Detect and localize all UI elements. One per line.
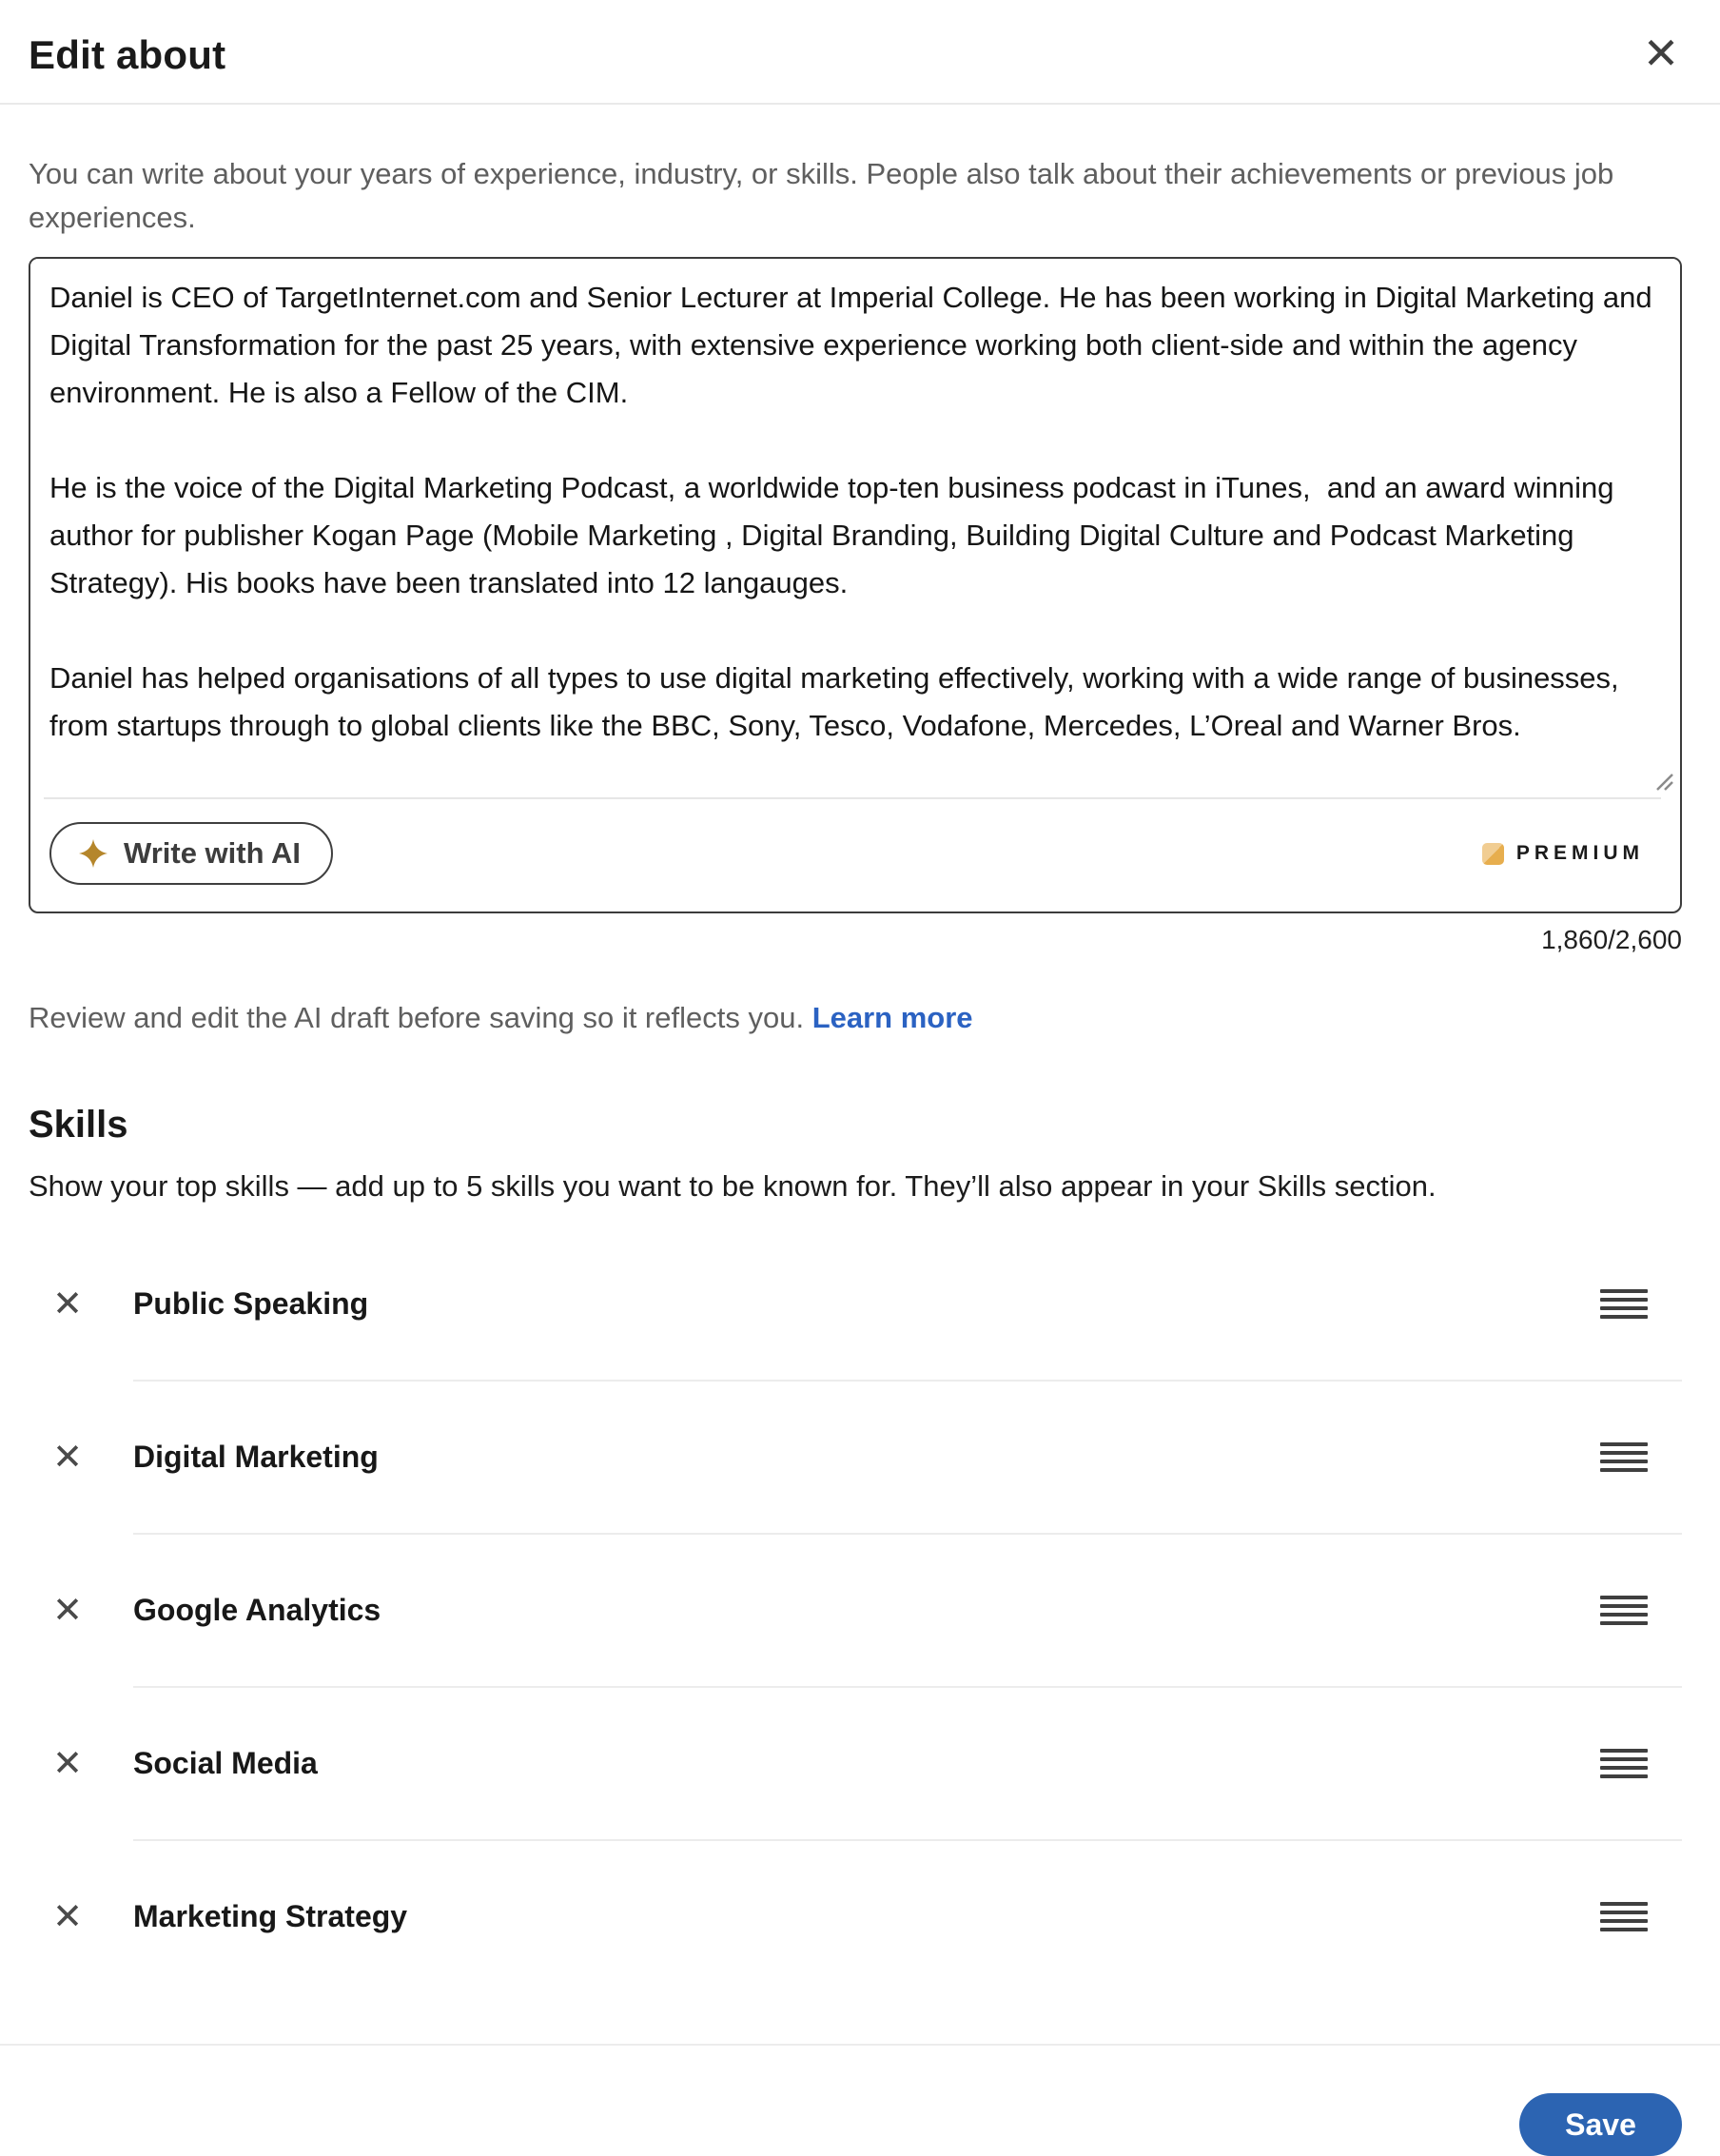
drag-handle-icon[interactable] [1600, 1596, 1648, 1625]
modal-header [0, 0, 1720, 105]
skill-row-social-media [29, 1688, 1682, 1839]
about-textarea-wrap [30, 259, 1680, 797]
close-icon[interactable]: ✕ [1631, 23, 1691, 84]
char-count: 1,860/2,600 [1541, 925, 1682, 954]
write-with-ai-button[interactable] [49, 822, 333, 885]
resize-handle-icon[interactable] [1650, 767, 1674, 792]
modal-body [0, 105, 1720, 2044]
about-intro-text: You can write about your years of experience, industry, or skills. People also talk about their achievements or previous job experiences. [29, 157, 1614, 234]
remove-skill-icon[interactable]: ✕ [46, 1737, 89, 1791]
skills-list [29, 1228, 1682, 1992]
skill-label: Google Analytics [133, 1593, 381, 1627]
skill-label: Marketing Strategy [133, 1899, 408, 1933]
about-textarea[interactable] [30, 259, 1680, 797]
page-title: Edit about [29, 32, 226, 77]
ai-row [30, 799, 1680, 911]
write-with-ai-label: Write with AI [124, 836, 301, 870]
skill-row-digital-marketing [29, 1382, 1682, 1533]
sparkle-icon [78, 838, 108, 869]
modal-footer [0, 2046, 1720, 2156]
skill-label: Social Media [133, 1746, 318, 1780]
remove-skill-icon[interactable]: ✕ [46, 1278, 89, 1331]
drag-handle-icon[interactable] [1600, 1289, 1648, 1319]
drag-handle-icon[interactable] [1600, 1442, 1648, 1472]
drag-handle-icon[interactable] [1600, 1902, 1648, 1931]
skill-label: Public Speaking [133, 1286, 369, 1321]
skill-row-marketing-strategy [29, 1841, 1682, 1992]
drag-handle-icon[interactable] [1600, 1749, 1648, 1778]
skills-description: Show your top skills — add up to 5 skills you want to be known for. They’ll also appear in your Skills section. [29, 1169, 1437, 1203]
remove-skill-icon[interactable]: ✕ [46, 1431, 89, 1484]
remove-skill-icon[interactable]: ✕ [46, 1891, 89, 1944]
about-editor-box [29, 257, 1682, 913]
premium-badge [1482, 842, 1644, 865]
premium-icon [1482, 843, 1504, 865]
skill-label: Digital Marketing [133, 1440, 379, 1474]
review-note-text: Review and edit the AI draft before saving so it reflects you. [29, 1001, 805, 1034]
skills-heading: Skills [29, 1104, 128, 1146]
learn-more-link[interactable]: Learn more [811, 1001, 973, 1034]
premium-label: PREMIUM [1515, 842, 1644, 864]
skill-row-google-analytics [29, 1535, 1682, 1686]
save-button[interactable]: Save [1519, 2093, 1682, 2156]
skill-row-public-speaking [29, 1228, 1682, 1380]
review-note [29, 1001, 1682, 1035]
remove-skill-icon[interactable]: ✕ [46, 1584, 89, 1637]
